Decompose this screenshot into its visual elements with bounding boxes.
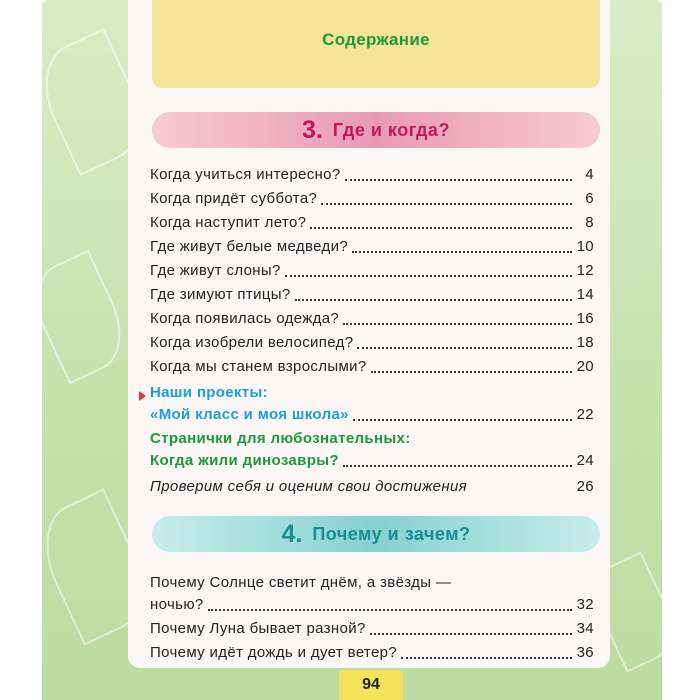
page-number: 94 [362,676,380,693]
review-title: Проверим себя и оценим свои достижения [150,478,468,495]
toc-entry-page: 8 [585,214,594,231]
curious-heading: Странички для любознательных: [150,430,411,447]
section-number: 3. [302,115,323,144]
toc-entry-page: 6 [585,190,594,207]
toc-entry-page: 34 [576,620,594,637]
curious-title: Когда жили динозавры? [150,452,339,469]
toc-entry-page: 16 [576,310,594,327]
projects-entry[interactable] [150,406,594,428]
toc-entry-title: Когда мы станем взрослыми? [150,358,367,375]
page-number-badge [339,670,403,700]
toc-entry-title: Когда появилась одежда? [150,310,340,327]
leader-dots [370,633,572,635]
toc-entry-page: 14 [576,286,594,303]
toc-entry-title: Когда придёт суббота? [150,190,318,207]
toc-entry-title: Когда наступит лето? [150,214,307,231]
projects-label[interactable] [150,384,594,406]
toc-entry[interactable] [150,644,594,666]
toc-entry-page: 26 [576,478,594,495]
toc-entry-title: Где живут белые медведи? [150,238,349,255]
leader-dots [371,371,572,373]
toc-entry-page: 22 [576,406,594,423]
leader-dots [401,657,572,659]
toc-entry[interactable] [150,310,594,332]
toc-entry-title: Почему Луна бывает разной? [150,620,366,637]
toc-entry-page: 10 [576,238,594,255]
leader-dots [208,609,572,611]
curious-label[interactable] [150,430,594,452]
leader-dots [310,227,572,229]
toc-entry-title: Где зимуют птицы? [150,286,291,303]
leader-dots [285,275,572,277]
toc-entry-page: 4 [585,166,594,183]
toc-entry-line1[interactable] [150,574,594,596]
toc-entry[interactable] [150,334,594,356]
toc-entry-title: Когда учиться интересно? [150,166,341,183]
leader-dots [357,347,572,349]
leader-dots [343,465,572,467]
toc-entry-title: Где живут слоны? [150,262,281,279]
toc-entry[interactable] [150,190,594,212]
leader-dots [343,323,572,325]
toc-entry[interactable] [150,286,594,308]
toc-entry[interactable] [150,358,594,380]
toc-entry-title: ночью? [150,596,204,613]
toc-entry-title: Почему идёт дождь и дует ветер? [150,644,398,661]
projects-title: «Мой класс и моя школа» [150,406,349,423]
toc-entry[interactable] [150,166,594,188]
red-triangle-marker [139,391,146,401]
section-title: Почему и зачем? [312,523,471,544]
toc-entry[interactable] [150,262,594,284]
toc-entry-title: Почему Солнце светит днём, а звёзды — [150,574,452,591]
section-number: 4. [281,519,303,548]
leaf-decoration [21,250,136,385]
toc-entry-page: 36 [576,644,594,661]
review-entry[interactable] [150,478,594,500]
header-box [152,0,600,88]
toc-entry[interactable] [150,620,594,642]
toc-entry-title: Когда изобрели велосипед? [150,334,354,351]
toc-entry-page: 32 [576,596,594,613]
leader-dots [295,299,572,301]
leader-dots [321,203,572,205]
leader-dots [345,179,572,181]
section-4-ribbon [152,516,600,552]
toc-entry-page: 20 [576,358,594,375]
page-title: Содержание [322,30,430,49]
section-title: Где и когда? [332,119,450,140]
toc-entry[interactable] [150,596,594,618]
curious-entry[interactable] [150,452,594,474]
toc-entry-page: 12 [576,262,594,279]
toc-entry[interactable] [150,214,594,236]
leader-dots [353,419,572,421]
toc-entry-page: 24 [576,452,594,469]
toc-entry[interactable] [150,238,594,260]
toc-entry-page: 18 [576,334,594,351]
section-3-ribbon [152,112,600,148]
projects-heading: Наши проекты: [150,384,269,401]
leader-dots [352,251,572,253]
